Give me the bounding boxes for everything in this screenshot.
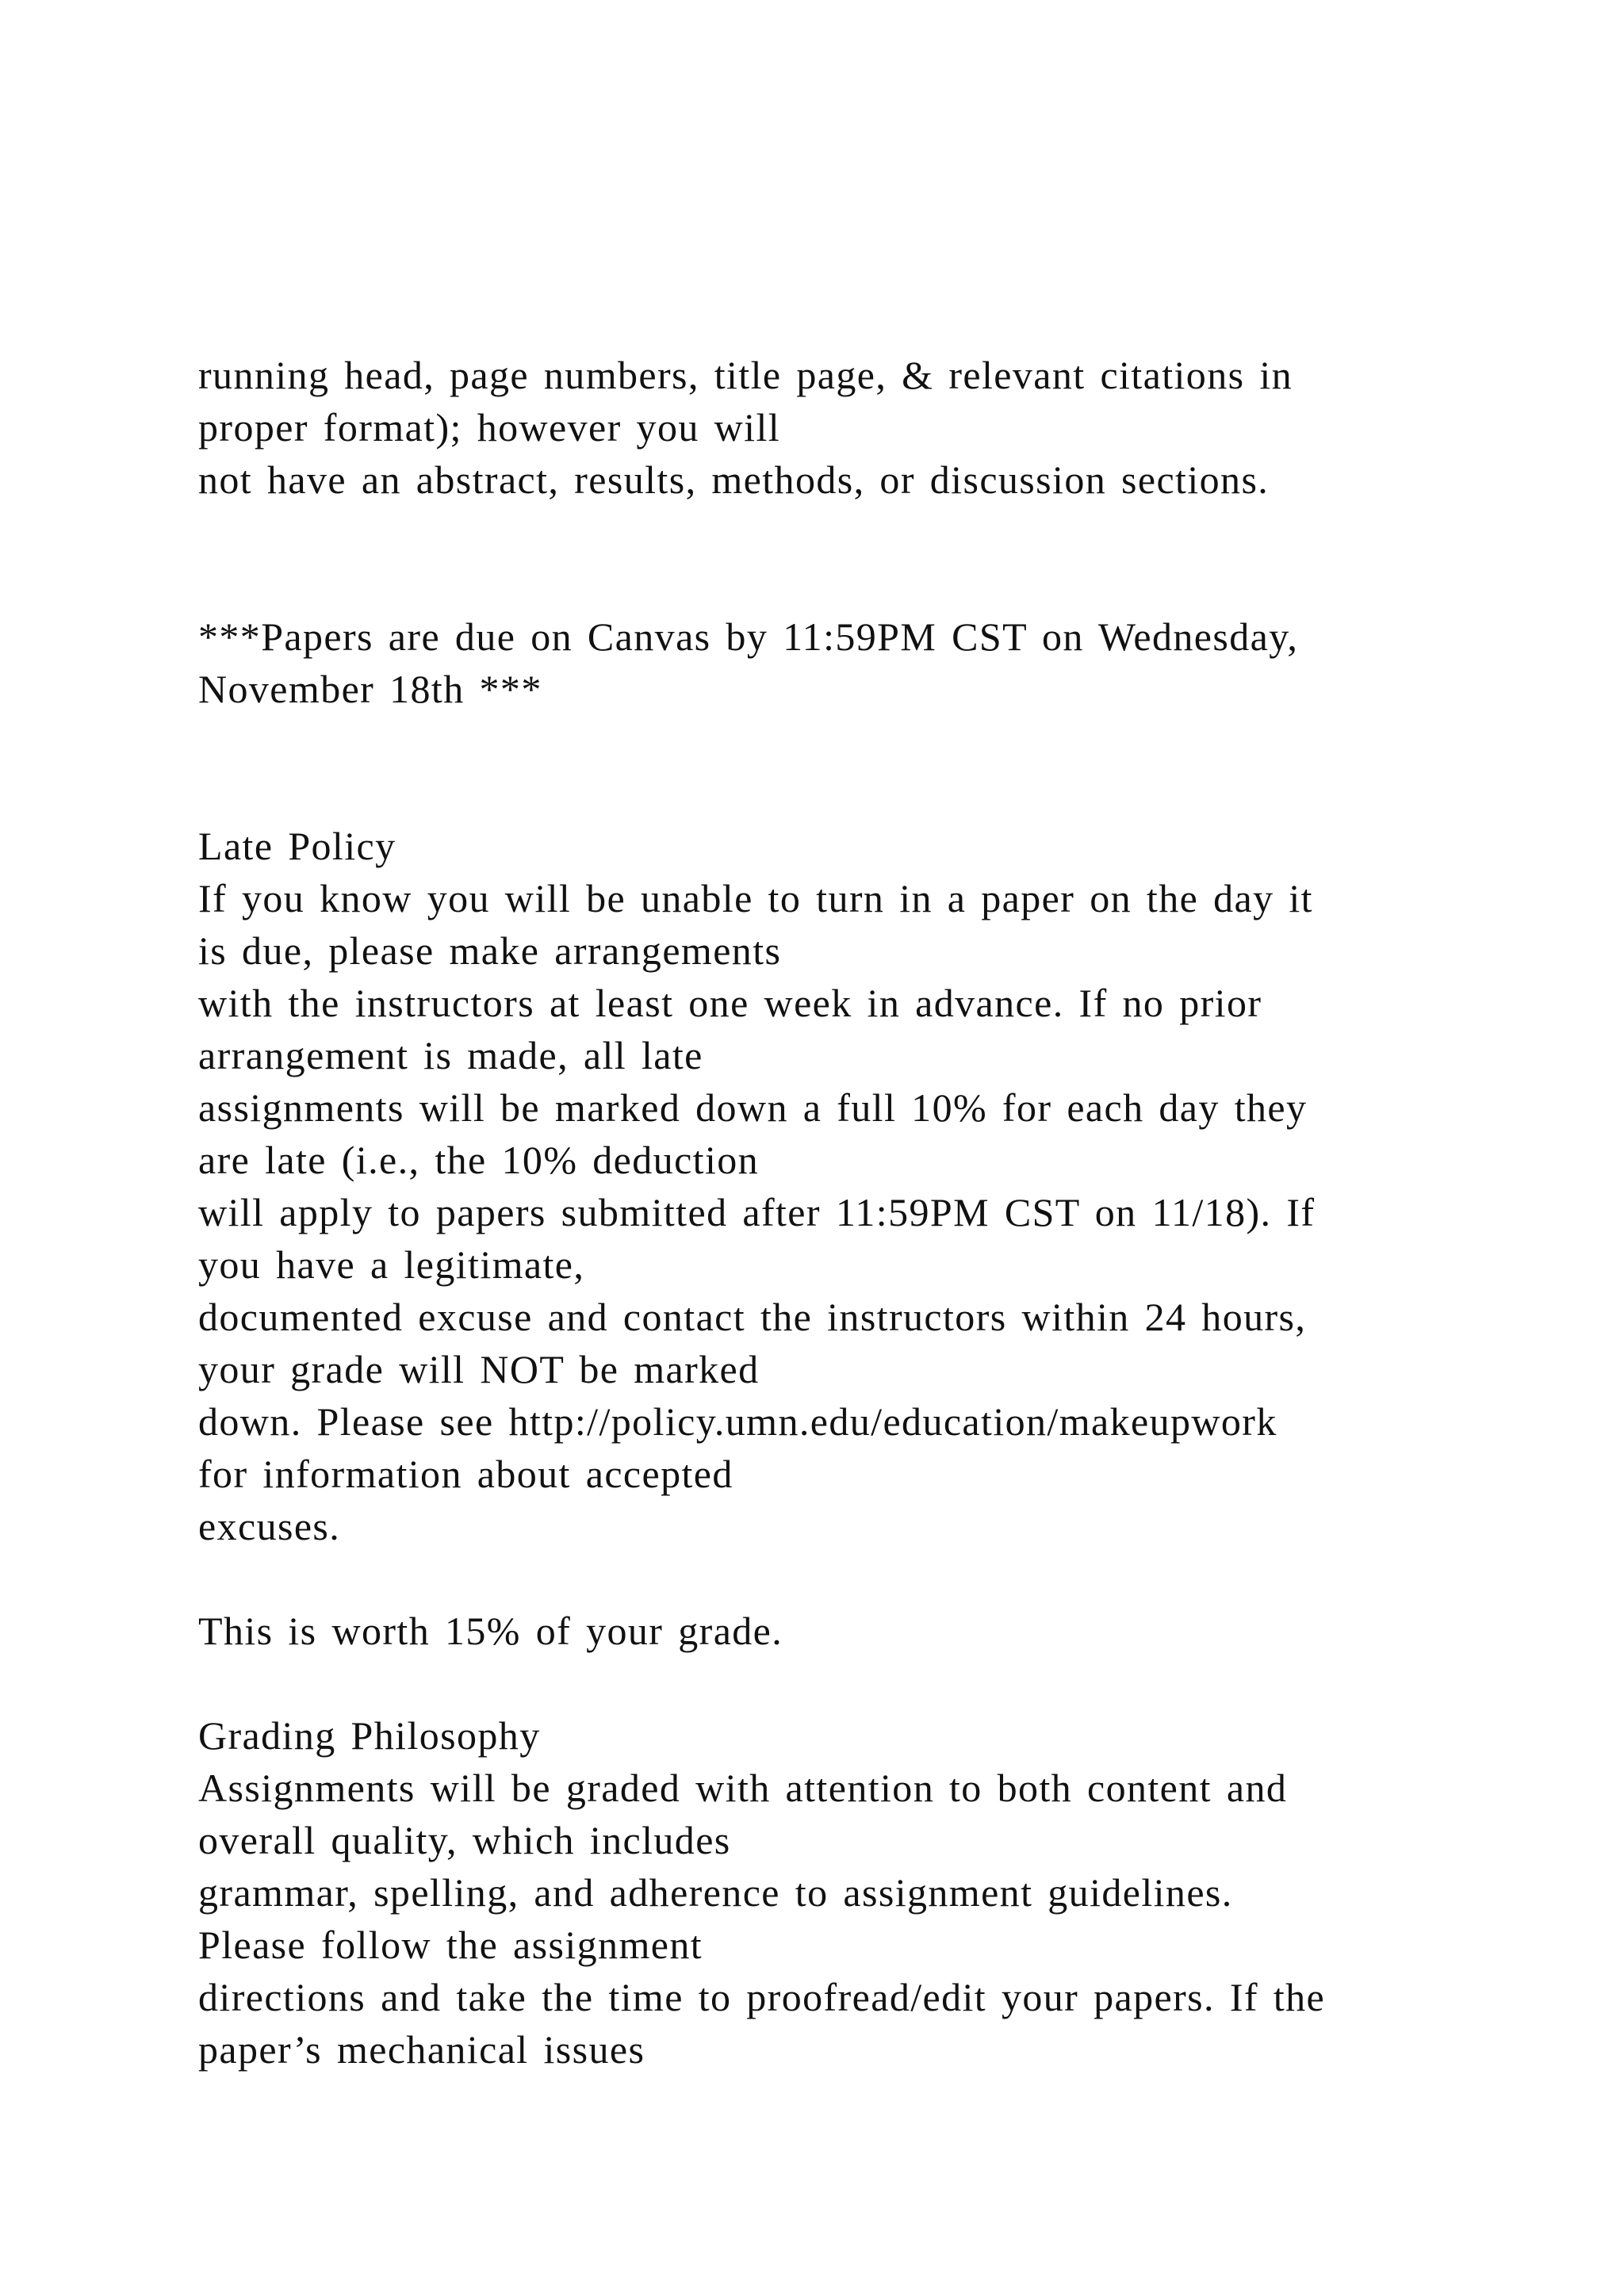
grading-philosophy-section [198,1709,1435,2076]
text-line: documented excuse and contact the instructors within 24 hours, [198,1295,1307,1339]
text-line: your grade will NOT be marked [198,1347,760,1391]
text-line: assignments will be marked down a full 10% for each day they [198,1085,1308,1130]
text-line: you have a legitimate, [198,1242,585,1287]
intro-paragraph [198,349,1435,506]
text-line: proper format); however you will [198,405,781,450]
grade-weight-line: This is worth 15% of your grade. [198,1609,783,1653]
due-date-notice [198,610,1435,715]
text-line: November 18th *** [198,667,542,711]
text-line: will apply to papers submitted after 11:59PM CST on 11/18). If [198,1190,1316,1234]
section-heading: Grading Philosophy [198,1713,541,1758]
text-line: grammar, spelling, and adherence to assignment guidelines. [198,1870,1233,1915]
text-line: are late (i.e., the 10% deduction [198,1138,760,1182]
spacer [198,1657,1435,1709]
text-line: paper’s mechanical issues [198,2027,645,2072]
text-line: directions and take the time to proofread/edit your papers. If the [198,1975,1326,2019]
text-line: is due, please make arrangements [198,928,782,973]
text-line: excuses. [198,1504,341,1548]
late-policy-section [198,820,1435,1552]
spacer [198,1552,1435,1605]
text-line: arrangement is made, all late [198,1033,703,1077]
text-line: running head, page numbers, title page, & relevant citations in [198,353,1293,397]
document-body [198,349,1435,2076]
section-heading: Late Policy [198,824,396,868]
spacer [198,506,1435,610]
text-line: down. Please see http://policy.umn.edu/education/makeupwork [198,1399,1277,1444]
text-line: with the instructors at least one week in advance. If no prior [198,981,1262,1025]
text-line: overall quality, which includes [198,1818,731,1862]
spacer [198,715,1435,820]
text-line: Assignments will be graded with attention to both content and [198,1766,1288,1810]
text-line: ***Papers are due on Canvas by 11:59PM CST on Wednesday, [198,614,1299,659]
text-line: not have an abstract, results, methods, or discussion sections. [198,457,1270,502]
text-line: for information about accepted [198,1452,733,1496]
text-line: Please follow the assignment [198,1923,703,1967]
text-line: If you know you will be unable to turn in a paper on the day it [198,876,1313,920]
